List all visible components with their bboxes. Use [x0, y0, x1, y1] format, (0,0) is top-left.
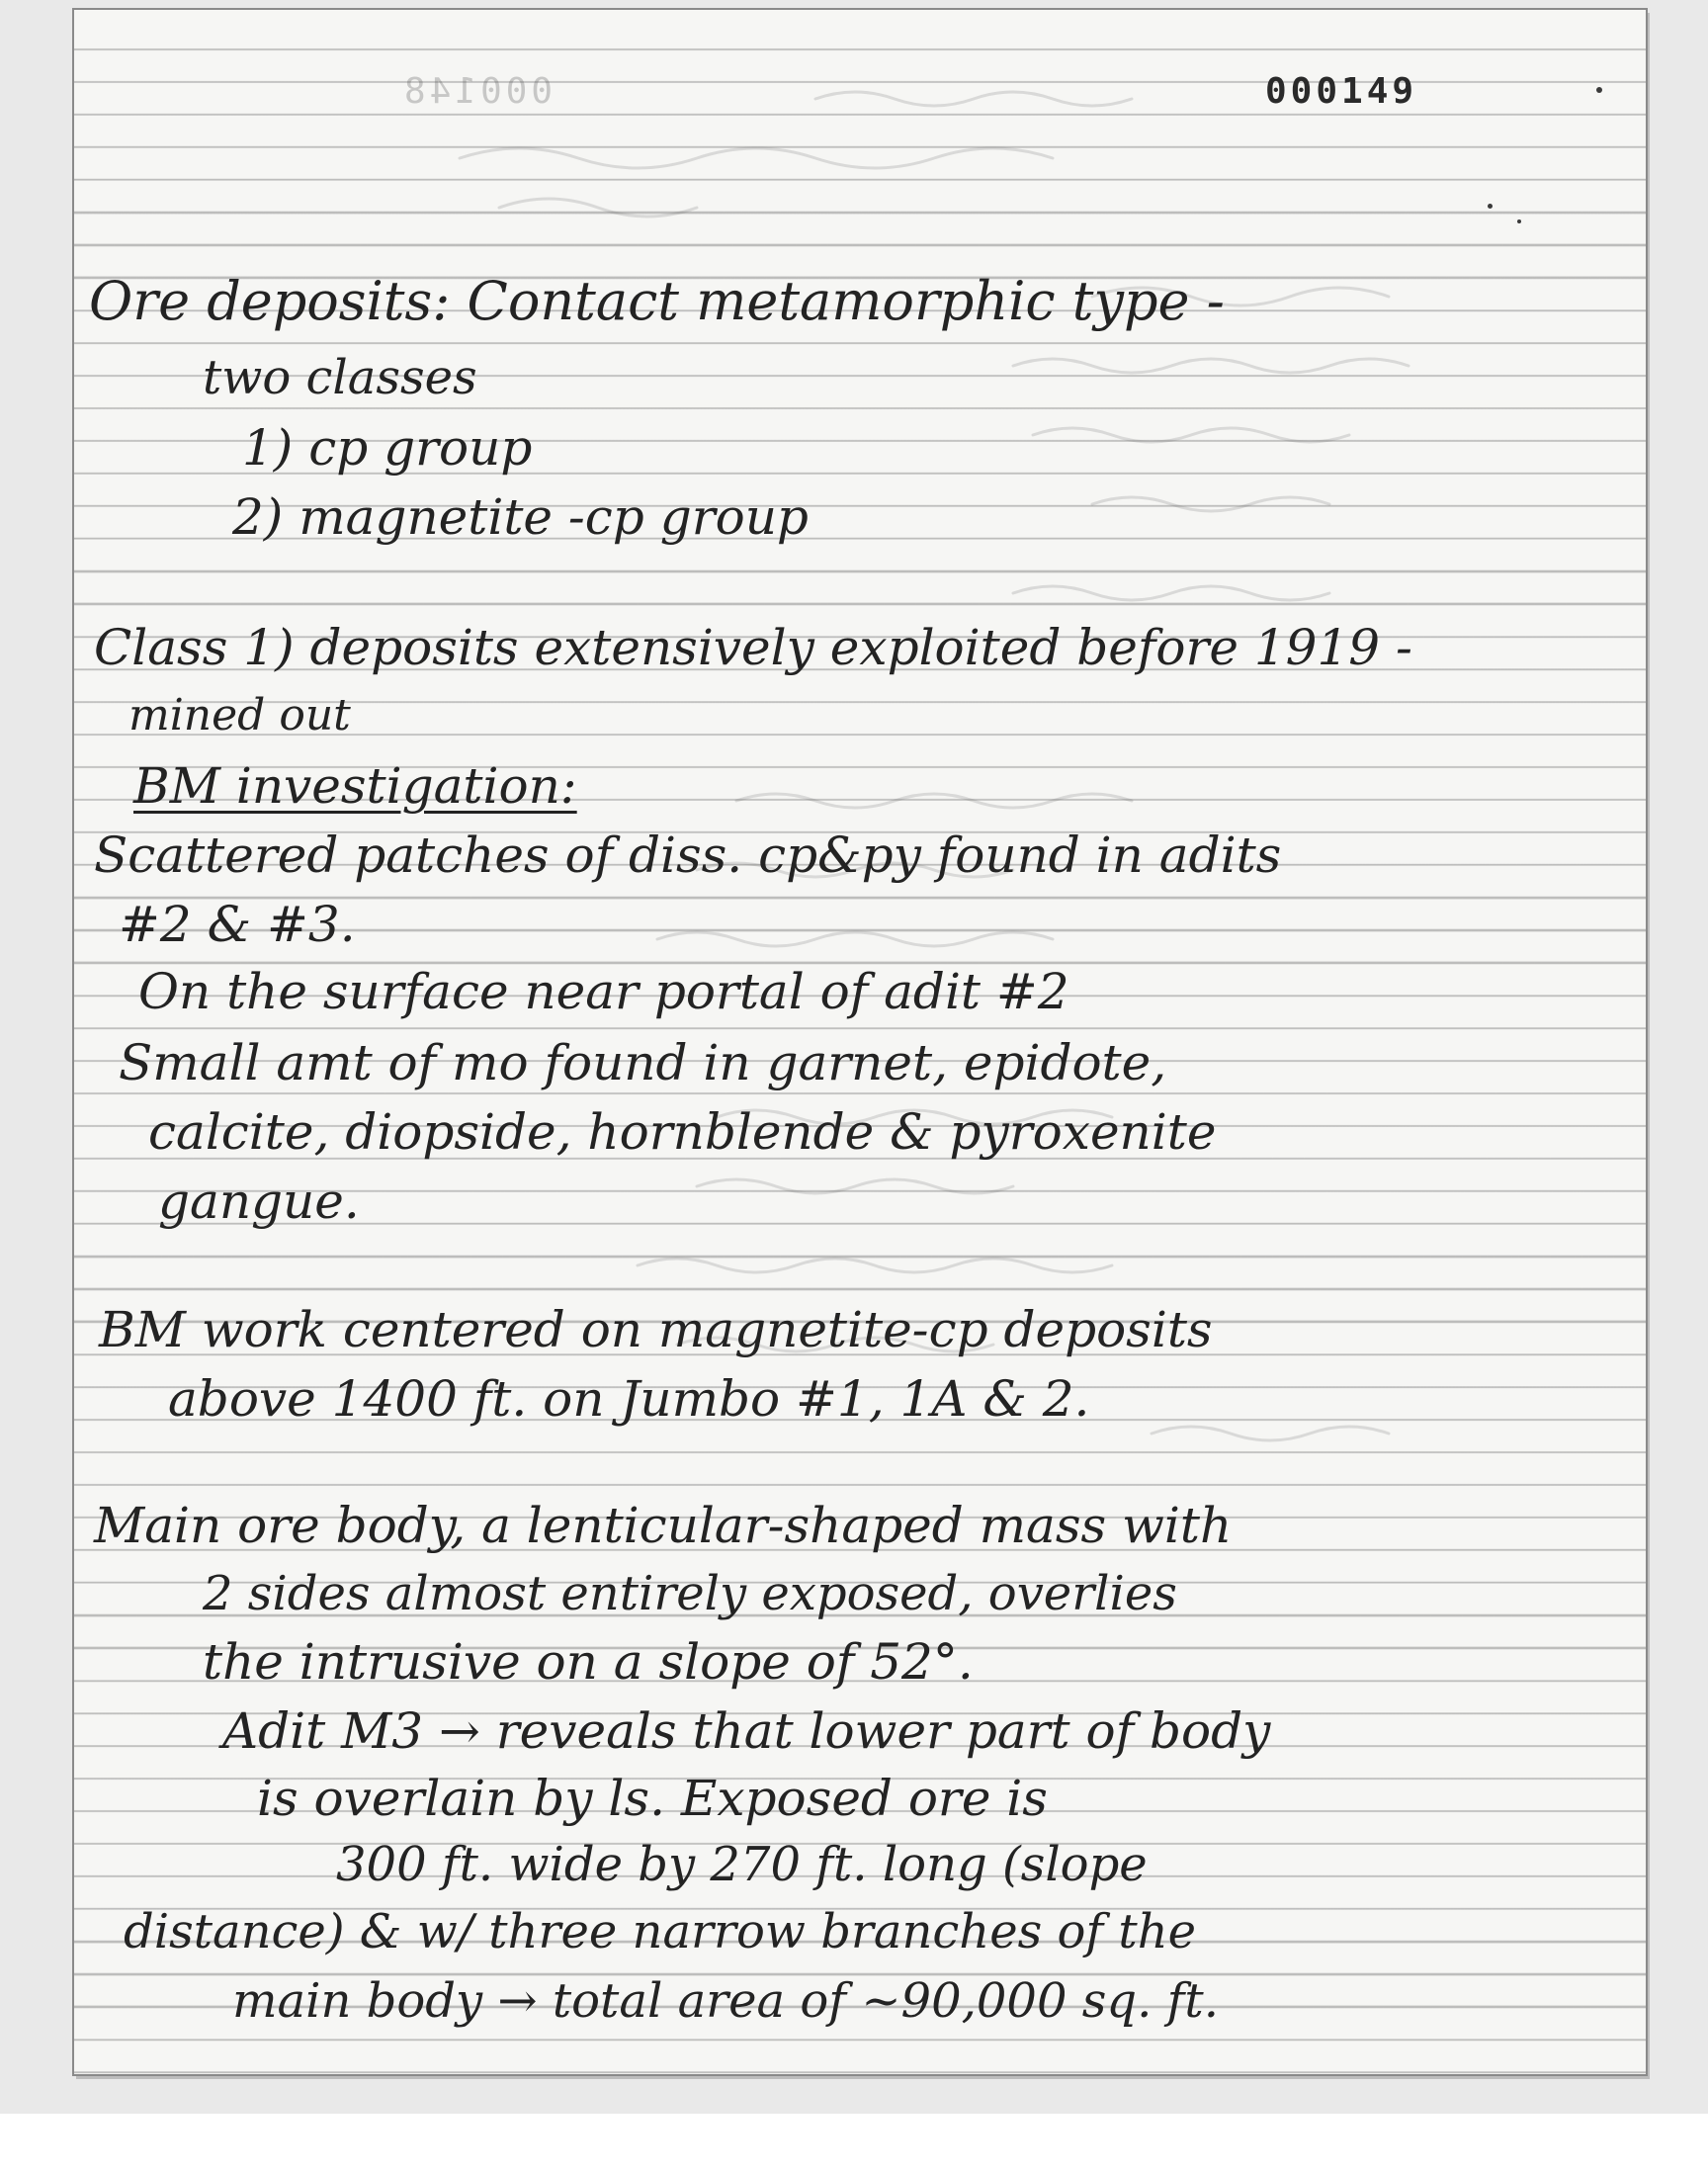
note-line: is overlain by ls. Exposed ore is [257, 1770, 1048, 1827]
note-line: mined out [128, 690, 351, 740]
note-line: main body → total area of ~90,000 sq. ft. [232, 1973, 1219, 2029]
note-line: #2 & #3. [119, 896, 356, 953]
note-line: calcite, diopside, hornblende & pyroxenite [148, 1103, 1217, 1161]
note-line: 300 ft. wide by 270 ft. long (slope [336, 1837, 1148, 1892]
paper-speck [1488, 204, 1493, 209]
note-line: Class 1) deposits extensively exploited before 1919 - [94, 619, 1412, 676]
note-line: Ore deposits: Contact metamorphic type - [89, 270, 1225, 332]
note-line: On the surface near portal of adit #2 [138, 963, 1069, 1020]
document-number-stamp: 000149 [1265, 71, 1418, 112]
note-line: 2) magnetite -cp group [232, 488, 809, 546]
paper-speck [1596, 87, 1602, 93]
note-line: Adit M3 → reveals that lower part of body [222, 1702, 1271, 1760]
note-line: Small amt of mo found in garnet, epidote, [119, 1034, 1167, 1091]
note-line: Main ore body, a lenticular-shaped mass with [94, 1497, 1233, 1554]
note-line: the intrusive on a slope of 52°. [203, 1633, 974, 1691]
notebook-page [74, 10, 1646, 2074]
paper-speck [1517, 219, 1521, 223]
section-heading: BM investigation: [133, 757, 577, 815]
document-number-bleed-through: 000148 [400, 71, 554, 112]
note-line: two classes [203, 350, 477, 405]
note-line: 2 sides almost entirely exposed, overlies [203, 1566, 1177, 1621]
note-line: above 1400 ft. on Jumbo #1, 1A & 2. [168, 1370, 1090, 1428]
note-line: distance) & w/ three narrow branches of the [124, 1904, 1197, 1959]
note-line: 1) cp group [242, 419, 533, 477]
note-line: BM work centered on magnetite-cp deposits [99, 1301, 1213, 1358]
note-line: Scattered patches of diss. cp&py found in adits [94, 826, 1282, 884]
note-line: gangue. [158, 1173, 360, 1230]
scan-bottom-strip [0, 2114, 1708, 2175]
